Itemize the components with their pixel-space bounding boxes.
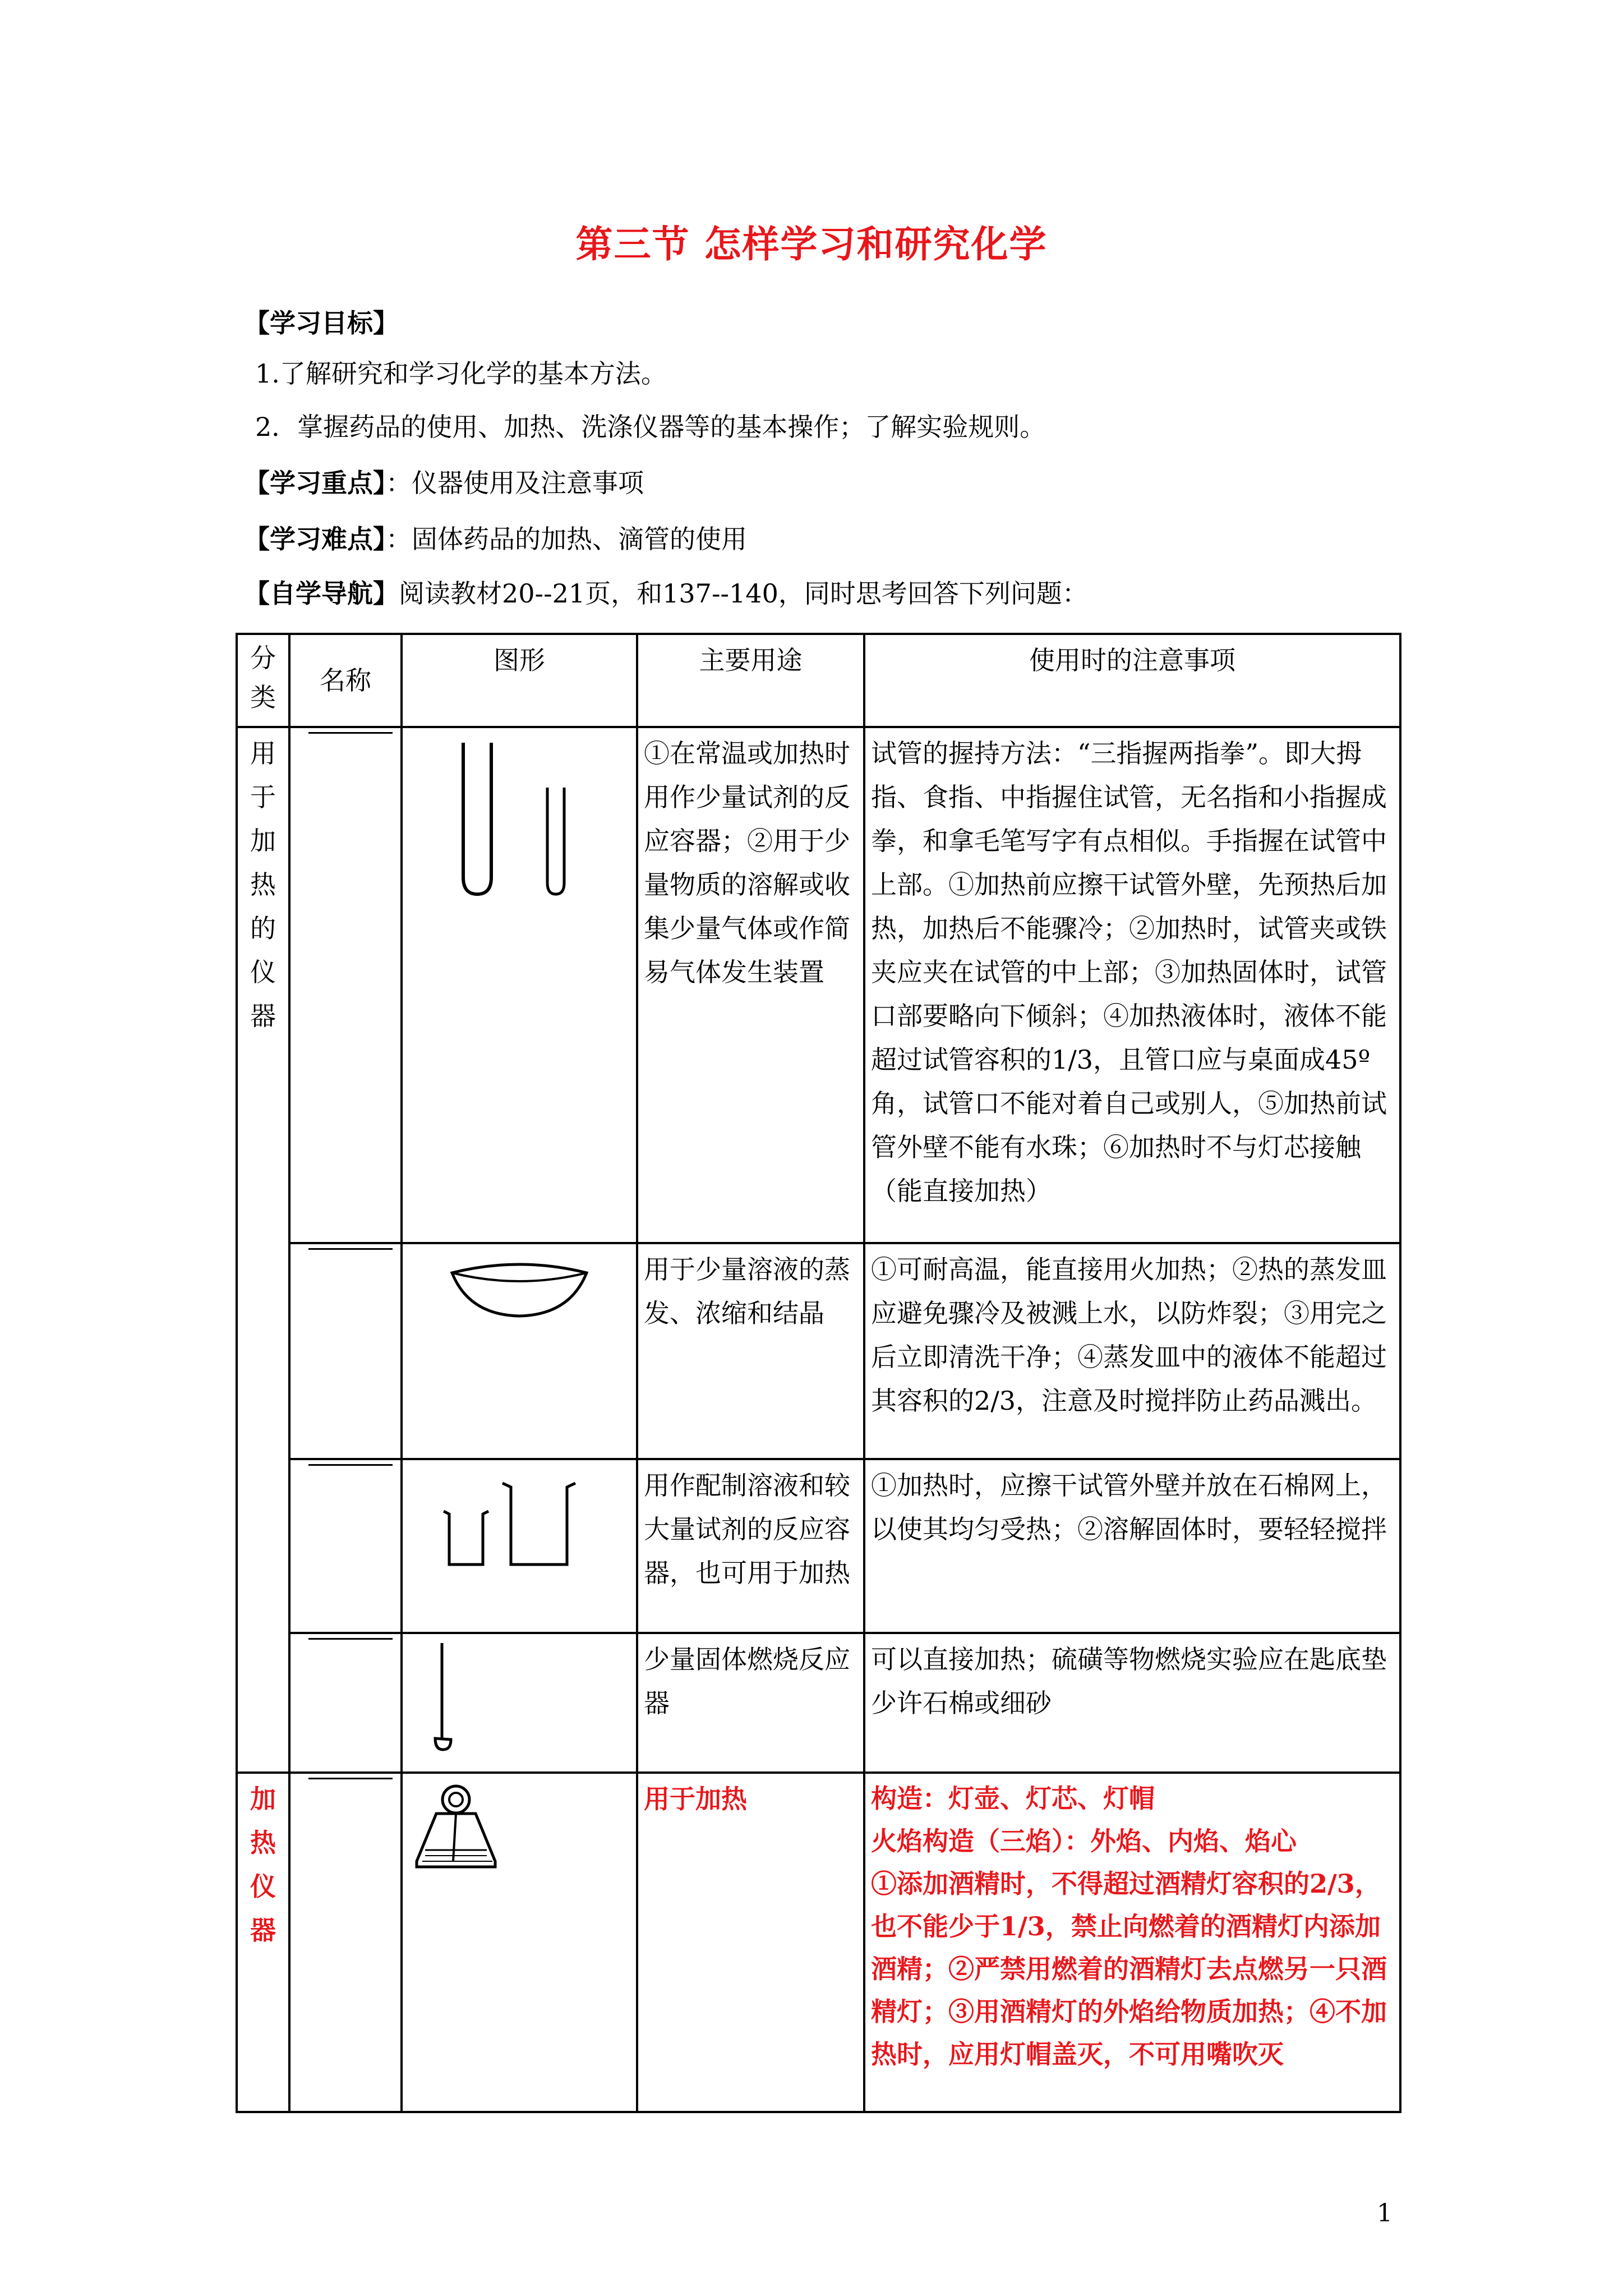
objective-2: 2．掌握药品的使用、加热、洗涤仪器等的基本操作；了解实验规则。 <box>255 412 1046 442</box>
instrument-table <box>236 633 1401 2113</box>
lamp-notes <box>864 1773 1400 2112</box>
self-study-guide: 【自学导航】阅读教材20--21页，和137--140，同时思考回答下列问题： <box>244 578 1088 609</box>
objective-1: 1.了解研究和学习化学的基本方法。 <box>255 358 667 389</box>
use-text: 少量固体燃烧反应器 <box>637 1633 864 1773</box>
header-use: 主要用途 <box>637 634 864 727</box>
beaker-icon <box>402 1459 637 1633</box>
header-figure: 图形 <box>402 634 637 727</box>
use-text: 用作配制溶液和较大量试剂的反应容器，也可用于加热 <box>637 1459 864 1633</box>
use-text: 用于加热 <box>637 1773 864 2112</box>
table-row <box>237 1633 1400 1773</box>
header-category: 分类 <box>237 634 289 727</box>
notes-text: ①加热时，应擦干试管外壁并放在石棉网上，以使其均匀受热；②溶解固体时，要轻轻搅拌 <box>864 1459 1400 1633</box>
table-row <box>237 1773 1400 2112</box>
lamp-flame-structure: 火焰构造（三焰）：外焰、内焰、焰心 <box>871 1826 1297 1856</box>
use-text: ①在常温或加热时用作少量试剂的反应容器；②用于少量物质的溶解或收集少量气体或作简易气体发生装置 <box>637 727 864 1243</box>
table-row <box>237 727 1400 1243</box>
combustion-spoon-icon <box>402 1633 637 1773</box>
name-blank <box>289 727 402 1243</box>
category-heating-apparatus: 加热仪器 <box>237 1773 289 2112</box>
difficult-points: 【学习难点】：固体药品的加热、滴管的使用 <box>244 524 747 554</box>
lamp-structure: 构造：灯壶、灯芯、灯帽 <box>871 1783 1155 1814</box>
key-points: 【学习重点】：仪器使用及注意事项 <box>244 468 644 498</box>
alcohol-lamp-icon <box>402 1773 637 2112</box>
name-blank <box>289 1773 402 2112</box>
header-notes: 使用时的注意事项 <box>864 634 1400 727</box>
table-header-row <box>237 634 1400 727</box>
table-row <box>237 1459 1400 1633</box>
name-blank <box>289 1243 402 1459</box>
page-number: 1 <box>1377 2199 1393 2228</box>
notes-text: ①可耐高温，能直接用火加热；②热的蒸发皿应避免骤冷及被溅上水，以防炸裂；③用完之后立即清洗干净；④蒸发皿中的液体不能超过其容积的2/3，注意及时搅拌防止药品溅出。 <box>864 1243 1400 1459</box>
category-heating-vessels: 用于加热的仪器 <box>237 727 289 1773</box>
header-name: 名称 <box>289 634 402 727</box>
test-tube-icon <box>402 727 637 1243</box>
notes-text: 试管的握持方法：“三指握两指拳”。即大拇指、食指、中指握住试管，无名指和小指握成拳，和拿毛笔写字有点相似。手指握在试管中上部。①加热前应擦干试管外壁，先预热后加热，加热后不能骤冷；②加热时，试管夹或铁夹应夹在试管的中上部；③加热固体时，试管口部要略向下倾斜；④加热液体时，液体不能超过试管容积的1/3，且管口应与桌面成45º角，试管口不能对着自己或别人，⑤加热前试管外壁不能有水珠；⑥加热时不与灯芯接触 （能直接加热） <box>864 727 1400 1243</box>
objectives-heading: 【学习目标】 <box>244 308 399 338</box>
name-blank <box>289 1633 402 1773</box>
use-text: 用于少量溶液的蒸发、浓缩和结晶 <box>637 1243 864 1459</box>
lamp-rules: ①添加酒精时，不得超过酒精灯容积的2/3，也不能少于1/3，禁止向燃着的酒精灯内添加酒精；②严禁用燃着的酒精灯去点燃另一只酒精灯；③用酒精灯的外焰给物质加热；④不加热时，应用灯帽盖灭，不可用嘴吹灭 <box>871 1869 1387 2069</box>
table-row <box>237 1243 1400 1459</box>
name-blank <box>289 1459 402 1633</box>
evaporating-dish-icon <box>402 1243 637 1459</box>
page-title: 第三节 怎样学习和研究化学 <box>575 222 1048 266</box>
notes-text: 可以直接加热；硫磺等物燃烧实验应在匙底垫少许石棉或细砂 <box>864 1633 1400 1773</box>
